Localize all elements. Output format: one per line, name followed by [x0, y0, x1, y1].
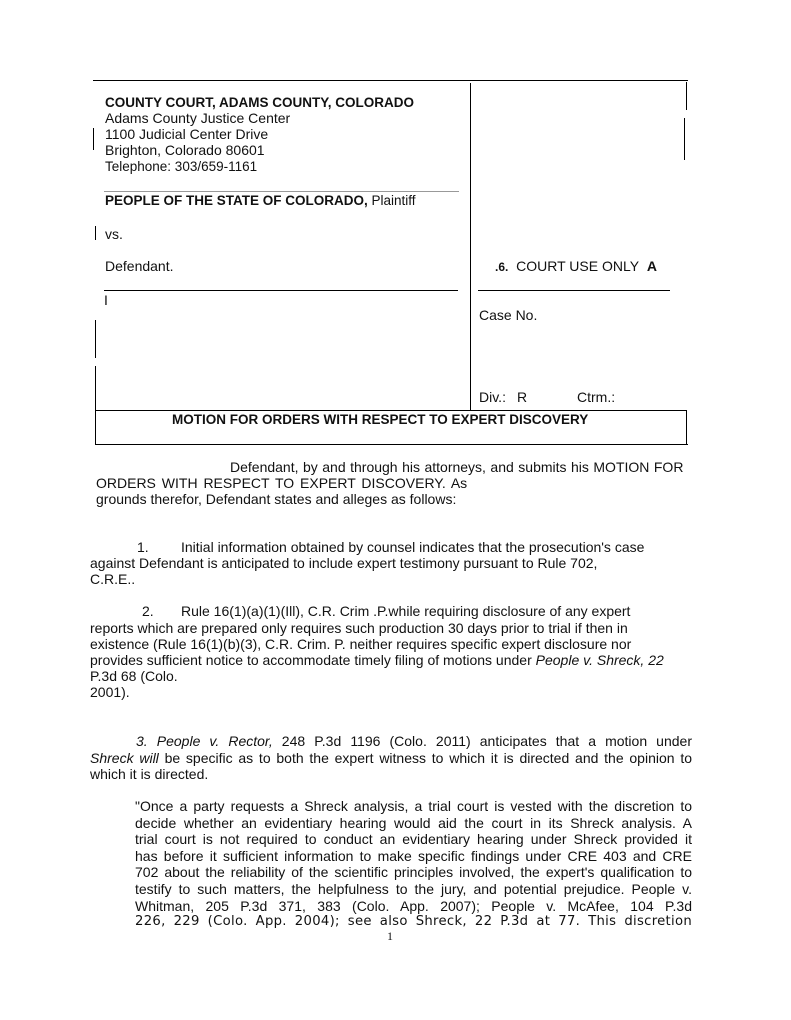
- plaintiff-role: Plaintiff: [371, 193, 416, 208]
- court-address-line-1: Adams County Justice Center: [105, 110, 291, 126]
- para2-line-5: P.3d 68 (Colo.: [90, 668, 178, 684]
- case-number-label: Case No.: [479, 307, 538, 323]
- para3-line-2-text: be specific as to both the expert witness to which it is directed and the opinion to: [158, 749, 692, 766]
- division-label: Div.:: [479, 389, 506, 405]
- para2-line-1: Rule 16(1)(a)(1)(Ill), C.R. Crim .P.while requiring disclosure of any expert: [181, 603, 631, 619]
- caption-center-divider: [470, 83, 471, 411]
- para3-line-2: [90, 750, 692, 767]
- block-quote: [135, 798, 692, 931]
- plaintiff-line: [105, 193, 416, 208]
- caption-right-border-mid: [684, 118, 685, 160]
- caption-bottom-border: [95, 444, 688, 445]
- para3-line-1: [90, 733, 692, 750]
- intro-line-1: Defendant, by and through his attorneys, and submits his MOTION FOR: [230, 459, 684, 475]
- quote-line-1: "Once a party requests a Shreck analysis, a trial court is vested with the discretion to: [135, 798, 692, 814]
- para2-line-2: reports which are prepared only requires such production 30 days prior to trial if then in: [90, 620, 628, 636]
- para3: [90, 733, 692, 783]
- quote-line-3: trial court is not required to conduct an evidentiary hearing under Shreck provided it: [135, 831, 692, 848]
- court-use-prefix: .6.: [495, 260, 509, 274]
- court-address-line-2: 1100 Judicial Center Drive: [105, 126, 269, 142]
- para3-line-1-text: 248 P.3d 1196 (Colo. 2011) anticipates that a motion under: [272, 733, 692, 749]
- para2-line-4: [90, 652, 664, 668]
- court-use-text: COURT USE ONLY: [516, 258, 640, 274]
- court-use-suffix: A: [646, 258, 657, 274]
- para1-number: 1.: [137, 539, 149, 555]
- court-use-separator: [478, 290, 670, 291]
- para3-shreck: Shreck will: [90, 749, 159, 766]
- caption-top-border: [93, 80, 688, 81]
- court-name: COUNTY COURT, ADAMS COUNTY, COLORADO: [105, 95, 415, 110]
- caption-right-border-top: [686, 82, 687, 110]
- intro-line-3: grounds therefor, Defendant states and alleges as follows:: [96, 491, 457, 507]
- intro-line-2: ORDERS WITH RESPECT TO EXPERT DISCOVERY. As: [96, 475, 468, 491]
- para2-number: 2.: [142, 603, 154, 619]
- quote-line-6: testify to such matters, the helpfulness to the jury, and potential prejudice. People v.: [135, 880, 692, 897]
- caption-left-tick-4: [95, 366, 96, 444]
- courtroom-label: Ctrm.:: [577, 389, 616, 405]
- quote-line-4: has before it sufficient information to make specific findings under CRE 403 and CRE: [135, 847, 692, 864]
- para2-line-6: 2001).: [90, 684, 130, 700]
- defendant-label: Defendant.: [105, 258, 174, 274]
- caption-left-tick-3: [95, 320, 96, 358]
- para3-line-3: which it is directed.: [90, 766, 209, 783]
- page-number: 1: [387, 929, 393, 943]
- caption-right-border-bottom: [686, 410, 687, 444]
- title-top-border: [95, 410, 687, 411]
- quote-line-5: 702 about the reliability of the scientific principles involved, the expert's qualification to: [135, 864, 692, 881]
- plaintiff-name: PEOPLE OF THE STATE OF COLORADO,: [105, 193, 368, 208]
- defendant-separator: [104, 290, 458, 291]
- versus-label: vs.: [105, 226, 123, 242]
- para1-line-2: against Defendant is anticipated to include expert testimony pursuant to Rule 702,: [90, 555, 598, 571]
- plaintiff-separator: [104, 191, 459, 192]
- division-value: R: [517, 389, 528, 405]
- para1-line-1: Initial information obtained by counsel indicates that the prosecution's case: [181, 539, 645, 555]
- caption-left-tick-1: [93, 128, 94, 150]
- caption-left-tick-2: [95, 226, 96, 240]
- quote-line-2: decide whether an evidentiary hearing would aid the court in its Shreck analysis. A: [135, 814, 692, 831]
- para2-citation: People v. Shreck, 22: [535, 652, 664, 668]
- motion-title: MOTION FOR ORDERS WITH RESPECT TO EXPERT DISCOVERY: [172, 412, 589, 427]
- para3-citation: 3. People v. Rector,: [136, 733, 273, 749]
- quote-line-8: 226, 229 (Colo. App. 2004); see also Shreck, 22 P.3d at 77. This discretion: [135, 914, 692, 930]
- para2-line-3: existence (Rule 16(1)(b)(3), C.R. Crim. P. neither requires specific expert disclosure nor: [90, 636, 632, 652]
- para2-line-4-text: provides sufficient notice to accommodate timely filing of motions under: [90, 652, 536, 668]
- quote-line-7: Whitman, 205 P.3d 371, 383 (Colo. App. 2007); People v. McAfee, 104 P.3d: [135, 897, 692, 914]
- court-telephone: Telephone: 303/659-1161: [105, 159, 258, 174]
- court-address-line-3: Brighton, Colorado 80601: [105, 142, 265, 158]
- stray-mark: I: [104, 292, 108, 308]
- court-use-only-label: [495, 258, 657, 274]
- para1-line-3: C.R.E..: [90, 571, 136, 587]
